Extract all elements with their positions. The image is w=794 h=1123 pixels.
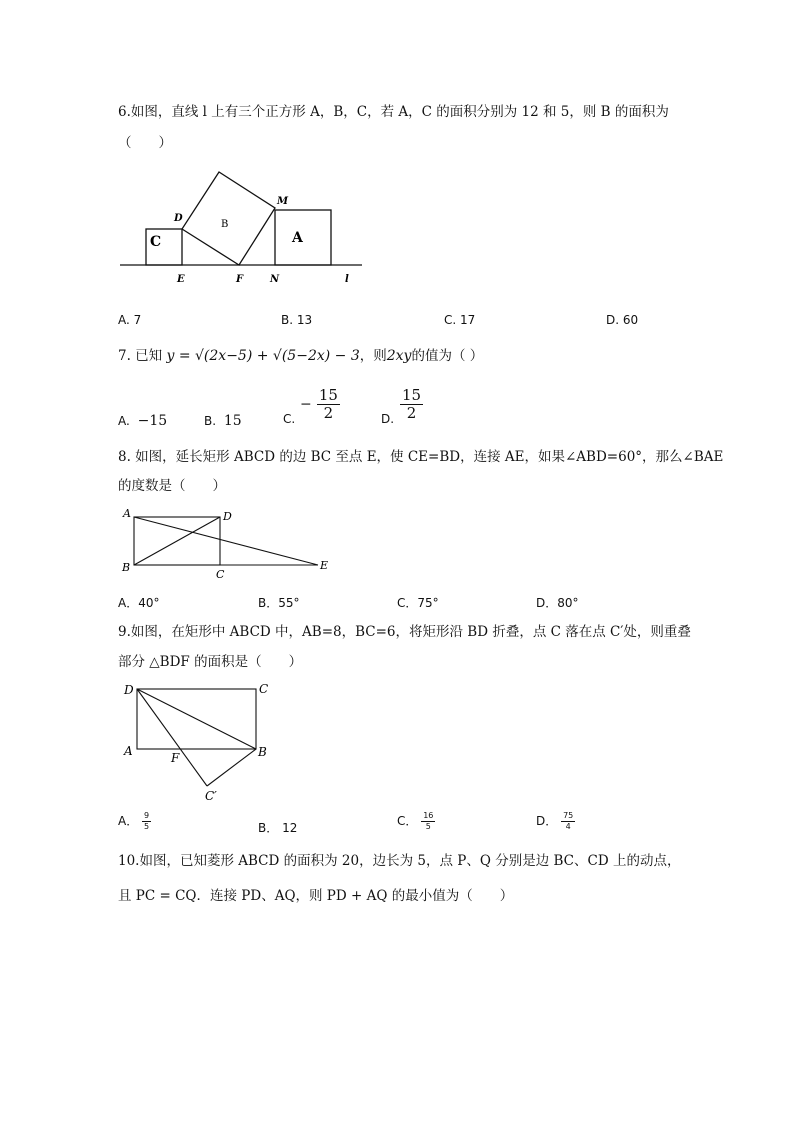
- q7-option-b-value: 15: [223, 413, 242, 429]
- q8-option-c: C．75°: [397, 596, 439, 610]
- q7-option-d-den: 2: [406, 404, 417, 422]
- q8-option-b: B．55°: [258, 596, 300, 610]
- q9-line-db: [137, 689, 256, 749]
- q6-stem-line2: （ ）: [118, 135, 172, 151]
- q7-suffix-a: ，则: [359, 348, 387, 364]
- q7-option-b-label: B.: [204, 414, 217, 428]
- q6-fig-label-l: l: [345, 274, 349, 285]
- q9-option-d-label: D．: [536, 814, 558, 828]
- q9-stem-line1: 9.如图，在矩形中 ABCD 中，AB=8，BC=6，将矩形沿 BD 折叠，点 C 落在点 C′处，则重叠: [118, 624, 691, 640]
- q6-option-d: D. 60: [606, 313, 639, 327]
- q10-stem-line1: 10.如图，已知菱形 ABCD 的面积为 20，边长为 5，点 P、Q 分别是边 BC、CD 上的动点，: [118, 853, 681, 869]
- q6-fig-label-c: C: [150, 234, 162, 250]
- q9-option-d-fraction: [561, 812, 575, 831]
- q9-line-c2b: [207, 749, 256, 786]
- q7-option-a-label: A.: [118, 414, 130, 428]
- q9-option-b-label: B．: [258, 821, 279, 835]
- q7-option-d-num: 15: [402, 386, 422, 404]
- q8-fig-label-e: E: [320, 559, 329, 572]
- q8-fig-label-b: B: [122, 561, 131, 574]
- q9-option-c: [397, 812, 435, 831]
- q8-stem-line1: 8. 如图，延长矩形 ABCD 的边 BC 至点 E，使 CE=BD，连接 AE，如果∠ABD=60°，那么∠BAE: [118, 449, 724, 465]
- q7-option-c-den: 2: [323, 404, 334, 422]
- q6-fig-label-n: N: [270, 274, 280, 285]
- q9-fig-label-c-prime: C′: [205, 789, 217, 803]
- q9-option-c-den: 5: [425, 822, 431, 831]
- q9-option-c-num: 16: [423, 811, 434, 820]
- q9-option-c-label: C．: [397, 814, 418, 828]
- q9-option-d-num: 75: [563, 811, 574, 820]
- q9-fig-label-f: F: [171, 751, 180, 765]
- q6-option-a: A. 7: [118, 313, 142, 327]
- q6-fig-label-b: B: [221, 219, 229, 230]
- q9-option-c-fraction: [421, 812, 435, 831]
- q6-option-b: B. 13: [281, 313, 313, 327]
- q8-fig-label-d: D: [223, 510, 232, 523]
- q7-option-c-num: 15: [318, 386, 338, 404]
- q7-prefix: 7. 已知: [118, 348, 163, 364]
- q8-fig-label-a: A: [123, 507, 131, 520]
- q7-expr: 2xy: [386, 348, 412, 364]
- q9-option-a-fraction: [142, 812, 151, 831]
- q8-stem-line2: 的度数是（ ）: [118, 478, 226, 494]
- q9-option-a-num: 9: [144, 811, 150, 820]
- q10-stem-line2: 且 PC = CQ．连接 PD、AQ，则 PD + AQ 的最小值为（ ）: [118, 888, 514, 904]
- q9-option-d: [536, 812, 575, 831]
- q8-fig-label-c: C: [216, 568, 225, 581]
- q9-option-d-den: 4: [565, 822, 571, 831]
- q7-option-a-value: −15: [137, 413, 168, 429]
- q9-fig-label-c: C: [259, 682, 269, 696]
- q7-option-d-label: D.: [381, 412, 395, 426]
- q9-line-dc2: [137, 689, 207, 786]
- q9-option-a: [118, 812, 151, 831]
- q9-stem-line2: 部分 △BDF 的面积是（ ）: [118, 654, 303, 670]
- q9-option-b-value: 12: [282, 821, 298, 835]
- q9-option-a-label: A．: [118, 814, 139, 828]
- q6-fig-label-e: E: [177, 274, 185, 285]
- q6-fig-label-f: F: [236, 274, 244, 285]
- q8-option-a: A．40°: [118, 596, 160, 610]
- q6-stem-line1: 6.如图，直线 l 上有三个正方形 A，B，C，若 A，C 的面积分别为 12 和 5，则 B 的面积为: [118, 104, 669, 120]
- q7-option-c-sign: −: [300, 396, 312, 413]
- q9-option-a-den: 5: [144, 822, 150, 831]
- q6-option-c: C. 17: [444, 313, 476, 327]
- q8-option-d: D．80°: [536, 596, 579, 610]
- q7-option-c-label: C.: [283, 412, 296, 426]
- q6-fig-label-m: M: [277, 196, 289, 207]
- q9-fig-label-a: A: [124, 744, 133, 758]
- q9-option-b: [258, 819, 297, 836]
- q6-fig-label-d: D: [174, 213, 183, 224]
- q7-formula: y = √(2x−5) + √(5−2x) − 3: [166, 348, 360, 364]
- q9-fig-label-d: D: [124, 683, 134, 697]
- q9-fig-label-b: B: [258, 745, 267, 759]
- q6-fig-label-a: A: [292, 230, 303, 246]
- q7-suffix-b: 的值为（ ）: [411, 348, 484, 364]
